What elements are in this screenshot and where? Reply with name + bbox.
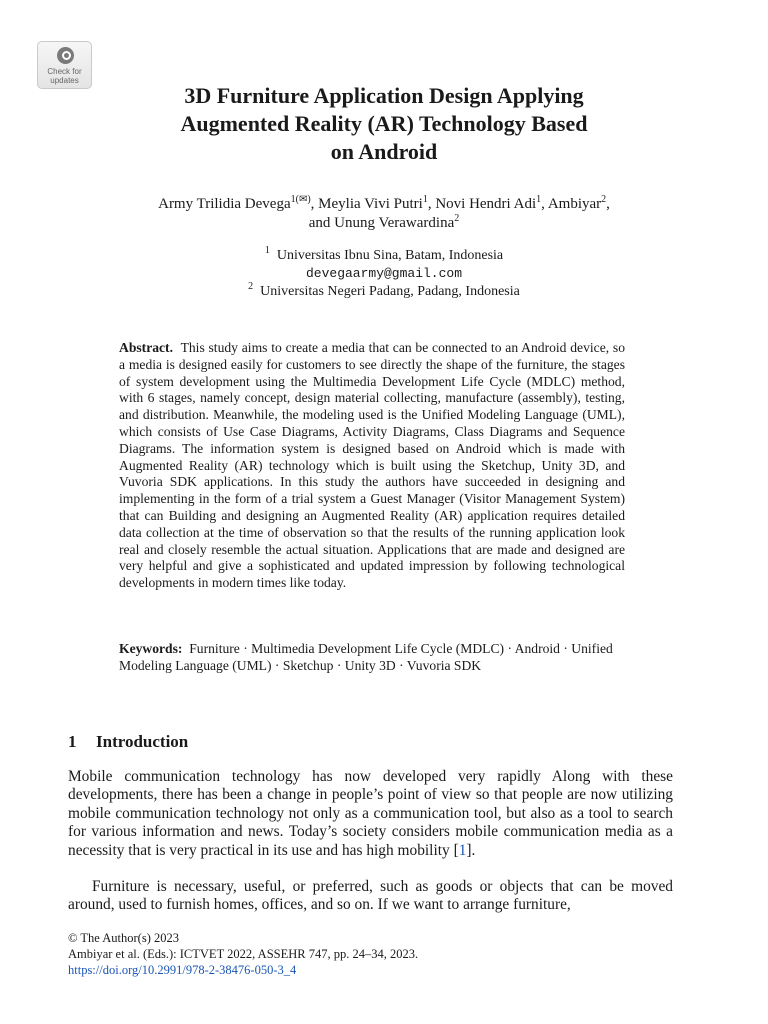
author-list <box>60 195 708 233</box>
affiliation-number: 2 <box>248 281 254 292</box>
badge-label-line2: updates <box>50 76 79 85</box>
title-line-2: Augmented Reality (AR) Technology Based <box>180 111 588 136</box>
body-paragraph-2 <box>68 878 673 915</box>
email-text[interactable]: devegaarmy@gmail.com <box>305 266 463 281</box>
section-title: Introduction <box>96 732 189 751</box>
author-name: Army Trilidia Devega <box>158 196 291 212</box>
title-line-3: on Android <box>330 139 438 164</box>
paper-title <box>60 82 708 166</box>
author-marker: 1 <box>536 194 542 205</box>
citation-bracket: ]. <box>466 841 476 859</box>
author-marker: 1 <box>422 194 428 205</box>
section-heading <box>68 731 188 753</box>
section-number: 1 <box>68 732 77 751</box>
affiliation-text: Universitas Ibnu Sina, Batam, Indonesia <box>276 248 504 263</box>
affiliation-2 <box>60 283 708 301</box>
author-marker: 2 <box>454 213 460 224</box>
author-name: , Meylia Vivi Putri <box>310 196 423 212</box>
author-separator: , <box>606 196 610 212</box>
badge-label-line1: Check for <box>47 67 82 76</box>
citation[interactable] <box>454 842 476 859</box>
author-name: , Novi Hendri Adi <box>427 196 537 212</box>
keywords-label: Keywords: <box>119 641 183 656</box>
copyright-line: © The Author(s) 2023 <box>68 931 179 945</box>
affiliation-number: 1 <box>264 245 270 256</box>
author-line-1 <box>60 195 708 214</box>
author-line-2 <box>60 214 708 233</box>
doi-link[interactable]: https://doi.org/10.2991/978-2-38476-050-3_4 <box>68 963 297 977</box>
abstract-text: This study aims to create a media that can be connected to an Android device, so a media is designed easily for customers to see directly the shape of the furniture, the stages of system development using the Multimedia Development Life Cycle (MDLC) method, with 6 stages, namely concept, design material collecting, manufacture (assembly), testing, and distribution. Meanwhile, the modeling used is the Unified Modeling Language (UML), which consists of Use Case Diagrams, Activity Diagrams, Class Diagrams and Sequence Diagrams. The information system is designed based on Android which is made with Augmented Reality (AR) technology which is built using the Sketchup, Unity 3D, and Vuvoria SDK applications. In this study the authors have succeeded in designing and implementing in the form of a trial system a Guest Manager (Visitor Management System) that can Building and designing an Augmented Reality (AR) application requires detailed data collection at the time of observation so that the results of the running application look real and closely resemble the actual situation. Applications that are made and designed are very helpful and give a sophisticated and updated impression by following technological developments in modern times like today. <box>119 340 625 591</box>
citation-line: Ambiyar et al. (Eds.): ICTVET 2022, ASSEHR 747, pp. 24–34, 2023. <box>68 947 419 961</box>
bookmark-icon <box>57 47 74 64</box>
citation-link[interactable]: 1 <box>458 841 467 859</box>
author-marker: 2 <box>601 194 607 205</box>
affiliation-text: Universitas Negeri Padang, Padang, Indonesia <box>260 284 520 299</box>
citation-bracket: [ <box>453 841 459 859</box>
body-paragraph-1 <box>68 768 673 860</box>
keywords <box>119 641 625 675</box>
author-name: , Ambiyar <box>541 196 602 212</box>
abstract <box>119 340 625 592</box>
title-line-1: 3D Furniture Application Design Applying <box>184 83 584 108</box>
author-marker: 1(✉) <box>290 194 311 205</box>
author-email[interactable] <box>60 265 708 283</box>
paragraph-text: Mobile communication technology has now developed very rapidly Along with these developments, there has been a change in people’s point of view so that people are now utilizing mobile communication technology not only as a communication tool, but also as a tool to search for various information and news. Today’s society considers mobile communication media as a necessity that is very practical in its use and has high mobility <box>68 768 673 859</box>
abstract-label: Abstract. <box>119 340 173 355</box>
affiliation-1 <box>60 247 708 265</box>
author-name: and Unung Verawardina <box>308 215 455 231</box>
paragraph-text: Furniture is necessary, useful, or preferred, such as goods or objects that can be moved around, used to furnish homes, offices, and so on. If we want to arrange furniture, <box>68 878 673 914</box>
keywords-text: Furniture · Multimedia Development Life Cycle (MDLC) · Android · Unified Modeling Language (UML) · Sketchup · Unity 3D · Vuvoria SDK <box>119 641 613 673</box>
